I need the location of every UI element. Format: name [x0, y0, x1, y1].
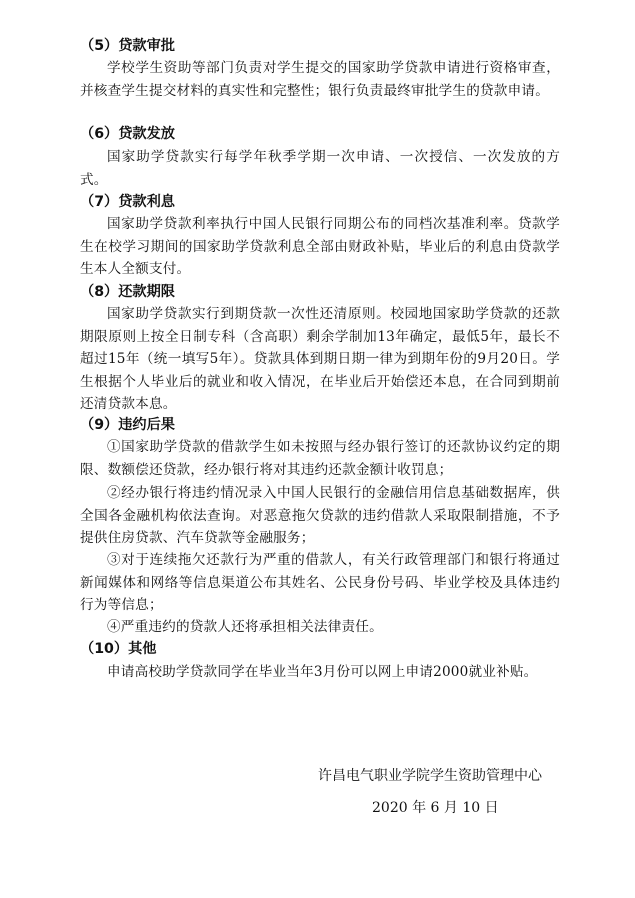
section-6-paragraph: 国家助学贷款实行每学年秋季学期一次申请、一次授信、一次发放的方式。	[80, 149, 560, 188]
section-heading-10: （10）其他	[80, 641, 157, 657]
signature-organization: 许昌电气职业学院学生资助管理中心	[318, 768, 542, 784]
section-9-item-2: ②经办银行将违约情况录入中国人民银行的金融信用信息基础数据库，供全国各金融机构依法查询。对恶意拖欠贷款的违约借款人采取限制措施，不予提供住房贷款、汽车贷款等金融服务；	[80, 485, 560, 546]
section-heading-7: （7）贷款利息	[80, 194, 175, 210]
section-7-paragraph: 国家助学贷款利率执行中国人民银行同期公布的同档次基准利率。贷款学生在校学习期间的国家助学贷款利息全部由财政补贴，毕业后的利息由贷款学生本人全额支付。	[80, 216, 560, 277]
section-9-item-1: ①国家助学贷款的借款学生如未按照与经办银行签订的还款协议约定的期限、数额偿还贷款，经办银行将对其违约还款金额计收罚息；	[80, 439, 560, 478]
section-heading-6: （6）贷款发放	[80, 126, 175, 142]
section-heading-5: （5）贷款审批	[80, 38, 175, 54]
section-5-paragraph: 学校学生资助等部门负责对学生提交的国家助学贷款申请进行资格审查，并核查学生提交材料的真实性和完整性；银行负责最终审批学生的贷款申请。	[80, 60, 560, 99]
section-heading-8: （8）还款期限	[80, 284, 175, 300]
section-heading-9: （9）违约后果	[80, 417, 175, 433]
section-10-paragraph: 申请高校助学贷款同学在毕业当年3月份可以网上申请2000就业补贴。	[107, 664, 538, 680]
section-9-item-4: ④严重违约的贷款人还将承担相关法律责任。	[107, 619, 383, 635]
section-9-item-3: ③对于连续拖欠还款行为严重的借款人，有关行政管理部门和银行将通过新闻媒体和网络等信息渠道公布其姓名、公民身份号码、毕业学校及具体违约行为等信息；	[80, 552, 560, 613]
section-8-paragraph: 国家助学贷款实行到期贷款一次性还清原则。校园地国家助学贷款的还款期限原则上按全日制专科（含高职）剩余学制加13年确定，最低5年，最长不超过15年（统一填写5年）。贷款具体到期日期一律为到期年份的9月20日。学生根据个人毕业后的就业和收入情况，在毕业后开始偿还本息，在合同到期前还清贷款本息。	[80, 306, 560, 412]
signature-date: 2020 年 6 月 10 日	[372, 800, 499, 816]
